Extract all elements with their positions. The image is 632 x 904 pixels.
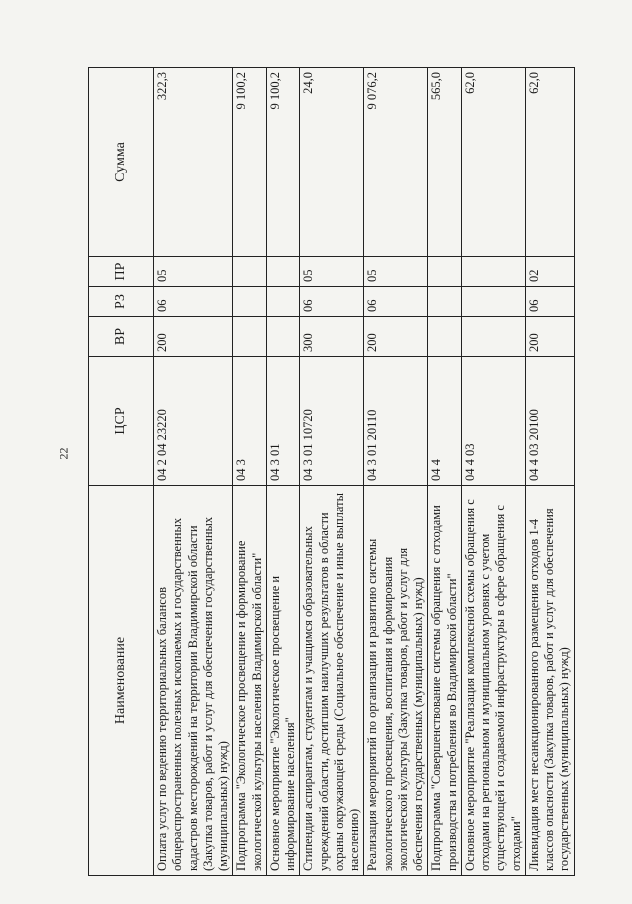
cell-csr: 04 4 03 [461,357,525,486]
cell-csr: 04 2 04 23220 [154,357,233,486]
cell-csr: 04 3 01 20110 [364,357,428,486]
cell-pr [461,257,525,287]
table-row [233,68,267,876]
cell-sum: 62,0 [525,68,574,257]
cell-vr: 300 [300,317,364,357]
cell-rz: 06 [525,287,574,317]
header-csr: ЦСР [89,357,154,486]
cell-csr: 04 3 [233,357,267,486]
cell-name: Основное мероприятие "Экологическое просвещение и информирование населения" [266,486,300,876]
cell-pr [233,257,267,287]
cell-vr [233,317,267,357]
cell-rz [233,287,267,317]
cell-pr: 05 [154,257,233,287]
table-row [266,68,300,876]
cell-csr: 04 4 [428,357,462,486]
budget-table [88,67,575,876]
cell-pr: 02 [525,257,574,287]
cell-name: Подпрограмма "Экологическое просвещение и формирование экологической культуры населения Владимирской области" [233,486,267,876]
table-row [428,68,462,876]
page-number: 22 [56,447,71,460]
cell-vr [428,317,462,357]
cell-rz [266,287,300,317]
cell-csr: 04 3 01 [266,357,300,486]
cell-sum: 322,3 [154,68,233,257]
cell-name: Основное мероприятие "Реализация комплексной схемы обращения с отходами на региональном и муниципальном уровнях с учетом существующей и создаваемой инфраструктуры в сфере обращения с отходами" [461,486,525,876]
cell-csr: 04 3 01 10720 [300,357,364,486]
cell-sum: 9 100,2 [233,68,267,257]
cell-sum: 565,0 [428,68,462,257]
table-header-row [89,68,154,876]
header-pr: ПР [89,257,154,287]
header-rz: РЗ [89,287,154,317]
cell-pr [266,257,300,287]
cell-name: Оплата услуг по ведению территориальных балансов общераспространенных полезных ископаемых и государственных кадастров месторождений на территории Владимирской области (Закупка товаров, работ и услуг для обеспечения государственных (муниципальных) нужд) [154,486,233,876]
cell-pr: 05 [364,257,428,287]
cell-name: Реализация мероприятий по организации и развитию системы экологического просвещения, воспитания и формирования экологической культуры (Закупка товаров, работ и услуг для обеспечения государственных (муниципальных) нужд) [364,486,428,876]
table-row [300,68,364,876]
cell-vr: 200 [525,317,574,357]
cell-name: Ликвидация мест несанкционированного размещения отходов 1-4 классов опасности (Закупка товаров, работ и услуг для обеспечения государственных (муниципальных) нужд) [525,486,574,876]
table-row [364,68,428,876]
cell-sum: 9 100,2 [266,68,300,257]
cell-csr: 04 4 03 20100 [525,357,574,486]
cell-rz [461,287,525,317]
cell-rz: 06 [364,287,428,317]
cell-name: Стипендии аспирантам, студентам и учащимся образовательных учреждений области, достигшим наилучших результатов в области охраны окружающей среды (Социальное обеспечение и иные выплаты населению) [300,486,364,876]
table-frame [88,68,572,876]
cell-pr: 05 [300,257,364,287]
table-row [154,68,233,876]
cell-vr: 200 [364,317,428,357]
cell-name: Подпрограмма "Совершенствование системы обращения с отходами производства и потребления во Владимирской области" [428,486,462,876]
header-name: Наименование [89,486,154,876]
rotated-table-container [88,68,572,876]
header-vr: ВР [89,317,154,357]
cell-sum: 24,0 [300,68,364,257]
cell-rz: 06 [154,287,233,317]
header-sum: Сумма [89,68,154,257]
cell-rz [428,287,462,317]
table-row [525,68,574,876]
cell-rz: 06 [300,287,364,317]
cell-vr [266,317,300,357]
cell-vr: 200 [154,317,233,357]
cell-sum: 62,0 [461,68,525,257]
cell-vr [461,317,525,357]
cell-sum: 9 076,2 [364,68,428,257]
cell-pr [428,257,462,287]
table-row [461,68,525,876]
